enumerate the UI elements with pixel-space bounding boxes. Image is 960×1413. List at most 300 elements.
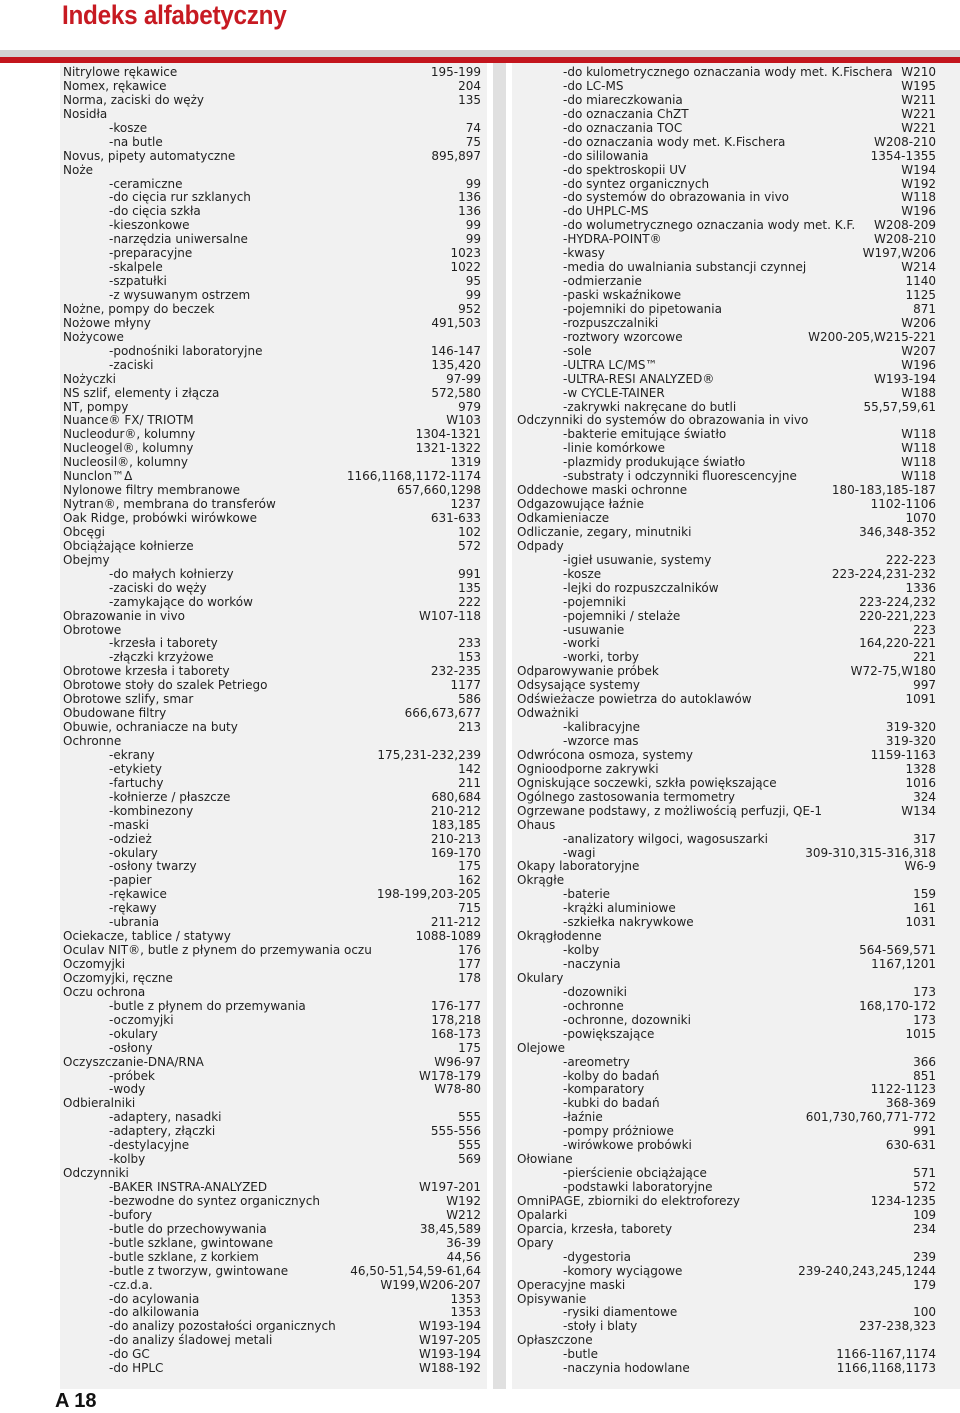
entry-term: -ceramiczne [109, 176, 183, 191]
entry-pages: 555 [458, 1110, 481, 1125]
entry-term: -podnośniki laboratoryjne [109, 343, 263, 358]
entry-term: Oculav NIT®, butle z płynem do przemywania oczu [63, 943, 372, 958]
index-subentry [517, 833, 936, 847]
entry-pages: 1122-1123 [870, 1082, 936, 1097]
index-subentry [63, 1265, 481, 1279]
entry-pages: W210 [901, 65, 936, 79]
entry-term: Norma, zaciski do węży [63, 92, 205, 107]
entry-pages: 680,684 [431, 789, 481, 804]
index-entry [63, 1097, 481, 1111]
entry-term: Ochronne [63, 734, 122, 748]
entry-term: -komparatory [563, 1082, 645, 1097]
entry-pages: 666,673,677 [404, 706, 481, 721]
entry-pages: 1091 [905, 692, 936, 707]
index-subentry [63, 749, 481, 763]
entry-term: Oddechowe maski ochronne [517, 483, 688, 498]
entry-term: -pojemniki / stelaże [563, 608, 681, 623]
entry-term: Opary [517, 1235, 554, 1250]
entry-term: -ochronne, dozowniki [563, 1012, 691, 1027]
entry-pages: 586 [458, 692, 481, 707]
entry-term: -worki [563, 636, 600, 651]
index-entry [63, 94, 481, 108]
entry-pages: W134 [901, 803, 936, 818]
entry-pages: 851 [913, 1068, 936, 1083]
entry-pages: W118 [901, 469, 936, 484]
entry-term: NS szlif, elementy i złącza [63, 385, 220, 400]
index-subentry [517, 233, 936, 247]
entry-pages: 204 [458, 78, 481, 93]
index-entry [63, 331, 481, 345]
entry-term: -analizatory wilgoci, wagosuszarki [563, 831, 768, 846]
entry-pages: 1166,1168,1172-1174 [346, 469, 481, 484]
index-entry [517, 749, 936, 763]
entry-pages: 95 [465, 274, 481, 289]
entry-pages: W192 [446, 1193, 481, 1208]
index-subentry [517, 1251, 936, 1265]
index-subentry [63, 1320, 481, 1334]
entry-term: Odkamieniacze [517, 511, 610, 525]
entry-term: -HYDRA-POINT® [563, 232, 662, 247]
index-subentry [517, 317, 936, 331]
entry-term: -kombinezony [109, 803, 194, 818]
entry-pages: 991 [913, 1124, 936, 1139]
entry-term: -do miareczkowania [563, 92, 683, 107]
entry-term: Opłaszczone [517, 1333, 593, 1348]
entry-pages: 38,45,589 [419, 1221, 481, 1236]
entry-pages: 136 [458, 190, 481, 205]
entry-pages: 1354-1355 [870, 148, 936, 163]
entry-term: -wirówkowe probówki [563, 1138, 692, 1153]
entry-term: -igieł usuwanie, systemy [563, 552, 712, 567]
entry-term: Operacyjne maski [517, 1277, 626, 1292]
entry-term: -destylacyjne [109, 1138, 190, 1153]
index-subentry [63, 359, 481, 373]
entry-pages: 569 [458, 1152, 481, 1167]
entry-pages: W214 [901, 260, 936, 275]
entry-pages: 175 [458, 1040, 481, 1055]
entry-pages: 223-224,231-232 [831, 566, 936, 581]
entry-term: -do oznaczania ChZT [563, 106, 689, 121]
entry-pages: 173 [913, 1012, 936, 1027]
index-subentry [517, 582, 936, 596]
entry-pages: W208-210 [873, 232, 936, 247]
entry-pages: 1070 [905, 511, 936, 525]
index-subentry [63, 763, 481, 777]
entry-pages: W188 [901, 385, 936, 400]
entry-pages: 146-147 [430, 343, 481, 358]
entry-pages: 997 [913, 678, 936, 693]
entry-term: -kwasy [563, 246, 605, 261]
index-subentry [517, 359, 936, 373]
entry-term: -kubki do badań [563, 1096, 660, 1111]
entry-term: Odpady [517, 538, 564, 553]
index-subentry [517, 275, 936, 289]
entry-pages: 555 [458, 1138, 481, 1153]
entry-pages: 572 [913, 1180, 936, 1194]
entry-term: Obciążające kołnierze [63, 538, 194, 553]
entry-term: -linie komórkowe [563, 441, 666, 456]
column-divider [493, 63, 506, 1389]
index-entry [63, 554, 481, 568]
entry-term: -dygestoria [563, 1249, 631, 1264]
entry-term: -kolby [563, 943, 600, 958]
entry-term: NT, pompy [63, 399, 129, 414]
entry-pages: 630-631 [885, 1138, 936, 1153]
entry-pages: W193-194 [418, 1347, 481, 1362]
index-subentry [63, 777, 481, 791]
index-subentry [517, 150, 936, 164]
index-entry [517, 819, 936, 833]
index-subentry [517, 1083, 936, 1097]
entry-pages: 368-369 [885, 1096, 936, 1111]
entry-term: -do HPLC [109, 1361, 164, 1376]
index-subentry [63, 289, 481, 303]
index-subentry [517, 1070, 936, 1084]
index-subentry [63, 1251, 481, 1265]
entry-term: Nożycowe [63, 329, 124, 344]
entry-pages: 1023 [450, 246, 481, 261]
entry-term: -butle z tworzyw, gwintowane [109, 1263, 289, 1278]
entry-pages: 109 [913, 1207, 936, 1222]
entry-term: Odwrócona osmoza, systemy [517, 747, 693, 762]
entry-pages: 1015 [905, 1026, 936, 1041]
entry-term: -baterie [563, 887, 611, 902]
index-subentry [63, 122, 481, 136]
index-entry [517, 791, 936, 805]
index-entry [63, 498, 481, 512]
index-subentry [63, 568, 481, 582]
entry-pages: 1353 [450, 1305, 481, 1320]
index-subentry [63, 1237, 481, 1251]
entry-term: -do oznaczania wody met. K.Fischera [563, 134, 786, 149]
index-entry [63, 456, 481, 470]
entry-term: -substraty i odczynniki fluorescencyjne [563, 469, 797, 484]
entry-pages: W199,W206-207 [380, 1277, 481, 1292]
entry-term: Oak Ridge, probówki wirówkowe [63, 511, 258, 525]
index-entry [517, 679, 936, 693]
index-subentry [63, 219, 481, 233]
entry-pages: W197-201 [418, 1180, 481, 1194]
entry-term: Ociekacze, tablice / statywy [63, 929, 231, 944]
entry-term: -wagi [563, 845, 596, 860]
index-subentry [517, 331, 936, 345]
index-subentry [517, 721, 936, 735]
entry-term: Okrągłe [517, 873, 565, 888]
entry-pages: W208-209 [873, 218, 936, 233]
entry-term: -sole [563, 343, 592, 358]
entry-pages: 309-310,315-316,318 [805, 845, 936, 860]
entry-term: Nożowe młyny [63, 315, 151, 330]
entry-term: -worki, torby [563, 650, 640, 665]
index-subentry [517, 916, 936, 930]
index-subentry [517, 373, 936, 387]
page-title: Indeks alfabetyczny [62, 0, 287, 30]
entry-pages: W207 [901, 343, 936, 358]
index-entry [517, 805, 936, 819]
entry-pages: 1167,1201 [871, 957, 936, 971]
index-entry [517, 665, 936, 679]
entry-pages: 571 [913, 1166, 936, 1181]
entry-pages: 233 [458, 636, 481, 651]
entry-pages: 1177 [450, 678, 481, 693]
entry-pages: W221 [901, 106, 936, 121]
entry-pages: 99 [465, 218, 481, 233]
entry-pages: 162 [458, 873, 481, 888]
entry-pages: W118 [901, 427, 936, 442]
entry-term: -do GC [109, 1347, 150, 1362]
entry-pages: W118 [901, 441, 936, 456]
index-subentry [517, 1348, 936, 1362]
entry-term: -etykiety [109, 761, 162, 776]
index-subentry [517, 345, 936, 359]
index-subentry [63, 902, 481, 916]
entry-pages: W192 [901, 176, 936, 191]
entry-term: Odczynniki [63, 1166, 129, 1181]
entry-pages: 221 [913, 650, 936, 665]
index-subentry [517, 847, 936, 861]
entry-term: OmniPAGE, zbiorniki do elektroforezy [517, 1193, 740, 1208]
index-subentry [517, 1125, 936, 1139]
index-entry [63, 80, 481, 94]
entry-pages: W118 [901, 455, 936, 470]
index-subentry [517, 1306, 936, 1320]
index-subentry [63, 1223, 481, 1237]
entry-pages: 317 [913, 831, 936, 846]
entry-term: Odważniki [517, 706, 579, 721]
entry-term: -adaptery, nasadki [109, 1110, 222, 1125]
entry-term: Nytran®, membrana do transferów [63, 497, 276, 512]
entry-term: Noże [63, 162, 93, 177]
entry-pages: 239 [913, 1249, 936, 1264]
entry-term: -do spektroskopii UV [563, 162, 687, 177]
index-subentry [63, 1334, 481, 1348]
entry-term: -szpatułki [109, 274, 167, 289]
entry-term: -osłony [109, 1040, 153, 1055]
index-entry [63, 66, 481, 80]
index-column-left [63, 66, 481, 1376]
entry-pages: 210-212 [430, 803, 481, 818]
index-entry [517, 930, 936, 944]
index-entry [517, 707, 936, 721]
entry-pages: 164,220-221 [859, 636, 936, 651]
index-entry [517, 693, 936, 707]
index-subentry [517, 122, 936, 136]
entry-pages: 1353 [450, 1291, 481, 1306]
index-subentry [517, 261, 936, 275]
index-subentry [517, 66, 936, 80]
index-subentry [517, 1139, 936, 1153]
index-subentry [63, 1181, 481, 1195]
index-subentry [517, 1181, 936, 1195]
index-entry [63, 972, 481, 986]
entry-pages: 1016 [905, 775, 936, 790]
entry-pages: 319-320 [885, 734, 936, 748]
entry-pages: 1125 [905, 288, 936, 302]
entry-term: -naczynia [563, 957, 621, 971]
index-subentry [63, 275, 481, 289]
entry-pages: 222 [458, 594, 481, 609]
entry-term: -narzędzia uniwersalne [109, 232, 248, 247]
entry-pages: 180-183,185-187 [831, 483, 936, 498]
index-entry [63, 442, 481, 456]
index-subentry [517, 80, 936, 94]
entry-pages: W221 [901, 120, 936, 135]
entry-term: -pierścienie obciążające [563, 1166, 707, 1181]
entry-term: Nucleodur®, kolumny [63, 427, 196, 442]
index-subentry [517, 1167, 936, 1181]
index-entry [63, 164, 481, 178]
index-subentry [63, 637, 481, 651]
index-entry [517, 540, 936, 554]
index-entry [517, 1209, 936, 1223]
entry-term: -w CYCLE-TAINER [563, 385, 665, 400]
entry-term: -do UHPLC-MS [563, 204, 649, 219]
index-entry [63, 986, 481, 1000]
entry-term: -roztwory wzorcowe [563, 329, 683, 344]
index-entry [517, 1279, 936, 1293]
entry-pages: 657,660,1298 [397, 483, 481, 498]
entry-pages: 1140 [905, 274, 936, 289]
entry-term: -do syntez organicznych [563, 176, 710, 191]
index-subentry [517, 247, 936, 261]
index-entry [63, 624, 481, 638]
index-subentry [517, 442, 936, 456]
entry-term: Odliczanie, zegary, minutniki [517, 524, 692, 539]
index-subentry [63, 1153, 481, 1167]
entry-pages: 178 [458, 970, 481, 985]
entry-pages: 183,185 [431, 817, 481, 832]
index-subentry [63, 178, 481, 192]
entry-term: -BAKER INSTRA-ANALYZED [109, 1180, 268, 1194]
index-entry [63, 610, 481, 624]
index-subentry [63, 205, 481, 219]
index-entry [63, 470, 481, 484]
entry-pages: 75 [465, 134, 481, 149]
entry-term: Nożne, pompy do beczek [63, 301, 215, 316]
entry-term: Obudowane filtry [63, 706, 167, 721]
index-subentry [63, 1042, 481, 1056]
entry-pages: 223-224,232 [859, 594, 936, 609]
entry-term: -naczynia hodowlane [563, 1361, 690, 1376]
index-subentry [517, 1362, 936, 1376]
entry-term: Obrotowe stoły do szalek Petriego [63, 678, 268, 693]
index-subentry [517, 428, 936, 442]
entry-term: Ogniskujące soczewki, szkła powiększające [517, 775, 777, 790]
index-entry [517, 860, 936, 874]
entry-pages: 176 [458, 943, 481, 958]
entry-pages: W193-194 [873, 371, 936, 386]
entry-pages: 871 [913, 301, 936, 316]
entry-pages: 161 [913, 901, 936, 916]
entry-pages: 213 [458, 720, 481, 735]
index-entry [63, 930, 481, 944]
entry-pages: W208-210 [873, 134, 936, 149]
index-entry [517, 484, 936, 498]
index-entry [63, 401, 481, 415]
index-entry [63, 1167, 481, 1181]
entry-term: Odświeżacze powietrza do autoklawów [517, 692, 752, 707]
entry-pages: 46,50-51,54,59-61,64 [350, 1263, 481, 1278]
index-subentry [517, 596, 936, 610]
index-entry [63, 303, 481, 317]
entry-term: Obcęgi [63, 524, 105, 539]
entry-term: -bakterie emitujące światło [563, 427, 727, 442]
entry-pages: 175,231-232,239 [377, 747, 481, 762]
entry-term: -butle szklane, gwintowane [109, 1235, 274, 1250]
entry-pages: 176-177 [430, 998, 481, 1013]
entry-pages: W195 [901, 78, 936, 93]
entry-term: -butle do przechowywania [109, 1221, 267, 1236]
entry-pages: W211 [901, 92, 936, 107]
entry-term: -kosze [563, 566, 602, 581]
entry-pages: 100 [913, 1305, 936, 1320]
entry-term: -do małych kołnierzy [109, 566, 234, 581]
entry-term: -ULTRA-RESI ANALYZED® [563, 371, 715, 386]
index-subentry [63, 1083, 481, 1097]
entry-term: -lejki do rozpuszczalników [563, 580, 719, 595]
entry-pages: W118 [901, 190, 936, 205]
entry-pages: 135,420 [431, 357, 481, 372]
index-subentry [517, 1056, 936, 1070]
index-subentry [517, 958, 936, 972]
entry-term: Obrazowanie in vivo [63, 608, 185, 623]
index-subentry [63, 1000, 481, 1014]
entry-term: Okapy laboratoryjne [517, 859, 640, 874]
index-subentry [63, 582, 481, 596]
entry-pages: 1166,1168,1173 [836, 1361, 936, 1376]
entry-term: -okulary [109, 1026, 158, 1041]
entry-pages: W96-97 [434, 1054, 481, 1069]
entry-term: Opalarki [517, 1207, 568, 1222]
entry-pages: 366 [913, 1054, 936, 1069]
index-subentry [63, 1209, 481, 1223]
entry-pages: 195-199 [430, 65, 481, 79]
entry-term: -z wysuwanym ostrzem [109, 288, 251, 302]
index-subentry [517, 1111, 936, 1125]
entry-pages: W103 [446, 413, 481, 428]
entry-term: -zakrywki nakręcane do butli [563, 399, 737, 414]
entry-pages: W78-80 [434, 1082, 481, 1097]
entry-term: -media do uwalniania substancji czynnej [563, 260, 807, 275]
entry-term: -odzież [109, 831, 152, 846]
index-subentry [517, 610, 936, 624]
index-subentry [517, 1097, 936, 1111]
index-entry [517, 1223, 936, 1237]
index-subentry [63, 233, 481, 247]
entry-pages: 55,57,59,61 [863, 399, 936, 414]
entry-pages: 135 [458, 92, 481, 107]
entry-pages: 1328 [905, 761, 936, 776]
entry-term: Nucleosil®, kolumny [63, 455, 188, 470]
index-subentry [517, 568, 936, 582]
index-subentry [63, 1362, 481, 1376]
entry-pages: 572,580 [431, 385, 481, 400]
index-subentry [63, 1293, 481, 1307]
entry-term: Novus, pipety automatyczne [63, 148, 236, 163]
entry-term: -do sililowania [563, 148, 649, 163]
index-entry [517, 526, 936, 540]
index-entry [63, 108, 481, 122]
index-subentry [63, 1014, 481, 1028]
entry-term: Nucleogel®, kolumny [63, 441, 194, 456]
index-subentry [63, 1348, 481, 1362]
index-entry [517, 1042, 936, 1056]
entry-term: -rękawice [109, 887, 167, 902]
index-entry [63, 428, 481, 442]
entry-pages: 239-240,243,245,1244 [798, 1263, 936, 1278]
entry-term: -kołnierze / płaszcze [109, 789, 231, 804]
entry-term: -fartuchy [109, 775, 164, 790]
